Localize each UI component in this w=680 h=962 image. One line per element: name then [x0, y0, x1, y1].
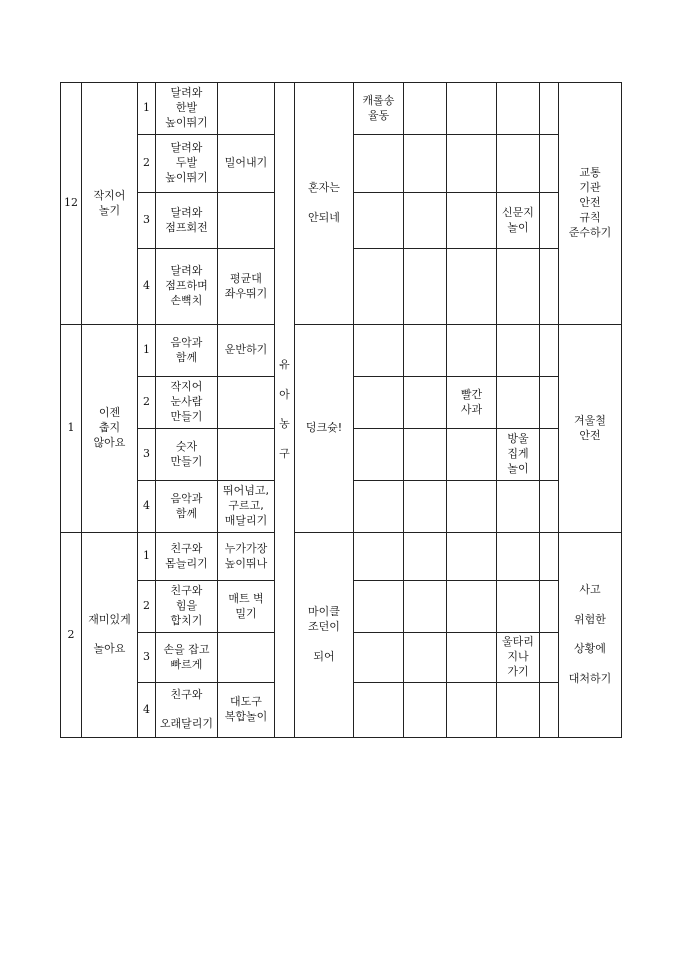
activity-cell [156, 377, 218, 429]
activity-cell [156, 249, 218, 325]
activity-col-3 [447, 83, 497, 135]
week-number: 3 [143, 213, 150, 227]
week-number: 4 [143, 702, 150, 716]
activity-text: 달려와 한발 높이뛰기 [165, 86, 208, 129]
activity-col-1 [354, 325, 404, 377]
activity-text: 숫자 만들기 [170, 439, 203, 468]
activity-col-2 [404, 581, 447, 633]
activity-col-3 [447, 429, 497, 481]
activity-col-1 [354, 683, 404, 738]
extra-activity-cell [218, 249, 275, 325]
activity-text: 음악과 함께 [170, 491, 203, 520]
month-number: 2 [67, 627, 75, 641]
extra-activity-text: 운반하기 [224, 343, 268, 357]
activity-text: 달려와 점프하며 손뼉치 [165, 264, 208, 307]
activity-col-2 [404, 325, 447, 377]
activity-text: 달려와 두발 높이뛰기 [165, 141, 208, 184]
activity-col-4 [497, 135, 540, 193]
activity-col-2 [404, 83, 447, 135]
activity-text: 친구와 오래달리기 [159, 687, 214, 731]
topic-text: 혼자는 안되네 [308, 181, 340, 224]
theme-text: 이젠 춥지 않아요 [93, 406, 126, 449]
theme-text: 작지어 놀기 [93, 188, 126, 217]
week-number: 1 [143, 343, 150, 357]
blank-narrow-cell [540, 249, 559, 325]
month-cell [61, 533, 82, 738]
extra-activity-cell [218, 83, 275, 135]
blank-narrow-cell [540, 533, 559, 581]
activity-col-4-text: 울타리 지나 가기 [502, 635, 534, 678]
activity-col-4 [497, 377, 540, 429]
activity-text: 작지어 눈사람 만들기 [170, 380, 203, 423]
activity-col-2 [404, 377, 447, 429]
blank-narrow-cell [540, 135, 559, 193]
activity-text: 친구와 힘을 합치기 [170, 584, 203, 627]
vertical-label-text: 유 아 농 구 [279, 358, 290, 461]
blank-narrow-cell [540, 377, 559, 429]
extra-activity-cell [218, 429, 275, 481]
table-row [61, 533, 622, 581]
activity-col-4 [497, 633, 540, 683]
extra-activity-cell [218, 325, 275, 377]
extra-activity-cell [218, 533, 275, 581]
activity-col-2 [404, 533, 447, 581]
week-number: 4 [143, 499, 150, 513]
week-number-cell [138, 429, 156, 481]
extra-activity-cell [218, 481, 275, 533]
month-cell [61, 325, 82, 533]
blank-narrow-cell [540, 481, 559, 533]
activity-col-2 [404, 429, 447, 481]
week-number: 1 [143, 549, 150, 563]
theme-cell [82, 325, 138, 533]
activity-col-1-text: 캐롤송 율동 [362, 93, 395, 122]
activity-col-4-text: 신문지 놀이 [502, 205, 534, 234]
week-number-cell [138, 377, 156, 429]
activity-col-4 [497, 429, 540, 481]
activity-col-3 [447, 533, 497, 581]
extra-activity-text: 매트 벽 밀기 [228, 591, 264, 620]
week-number: 3 [143, 650, 150, 664]
week-number-cell [138, 581, 156, 633]
activity-col-3 [447, 683, 497, 738]
week-number-cell [138, 683, 156, 738]
activity-col-1 [354, 135, 404, 193]
vertical-label-cell [275, 83, 295, 738]
activity-col-3-text: 빨간 사과 [460, 387, 483, 416]
activity-cell [156, 429, 218, 481]
activity-col-2 [404, 683, 447, 738]
week-number-cell [138, 633, 156, 683]
topic-cell [295, 83, 354, 325]
blank-narrow-cell [540, 633, 559, 683]
blank-narrow-cell [540, 429, 559, 481]
week-number: 1 [143, 101, 150, 115]
topic-cell [295, 533, 354, 738]
activity-col-3 [447, 135, 497, 193]
activity-cell [156, 325, 218, 377]
activity-col-1 [354, 193, 404, 249]
topic-text: 덩크슛! [305, 421, 343, 435]
week-number: 2 [143, 395, 150, 409]
table-row [61, 83, 622, 135]
safety-text: 겨울철 안전 [574, 413, 606, 442]
activity-text: 손을 잡고 빠르게 [163, 642, 210, 671]
activity-cell [156, 581, 218, 633]
topic-text: 마이클 조던이 되어 [308, 605, 340, 663]
safety-text: 교통 기관 안전 규칙 준수하기 [568, 166, 612, 239]
safety-cell [559, 533, 622, 738]
safety-cell [559, 83, 622, 325]
blank-narrow-cell [540, 581, 559, 633]
activity-cell [156, 683, 218, 738]
activity-col-4 [497, 533, 540, 581]
extra-activity-text: 뛰어넘고, 구르고, 매달리기 [222, 484, 269, 527]
week-number-cell [138, 481, 156, 533]
week-number-cell [138, 249, 156, 325]
blank-narrow-cell [540, 325, 559, 377]
extra-activity-text: 대도구 복합놀이 [224, 695, 268, 723]
activity-col-4 [497, 83, 540, 135]
activity-col-4 [497, 481, 540, 533]
activity-text: 달려와 점프회전 [165, 205, 208, 234]
blank-narrow-cell [540, 193, 559, 249]
activity-cell [156, 633, 218, 683]
activity-col-4 [497, 581, 540, 633]
activity-col-4 [497, 683, 540, 738]
theme-cell [82, 533, 138, 738]
month-number: 1 [67, 421, 75, 435]
activity-col-2 [404, 633, 447, 683]
extra-activity-cell [218, 377, 275, 429]
activity-col-3 [447, 249, 497, 325]
activity-col-4 [497, 325, 540, 377]
week-number: 3 [143, 447, 150, 461]
activity-col-2 [404, 135, 447, 193]
extra-activity-cell [218, 633, 275, 683]
activity-col-1 [354, 533, 404, 581]
activity-col-3 [447, 325, 497, 377]
month-number: 12 [64, 196, 78, 210]
activity-col-2 [404, 193, 447, 249]
activity-col-4-text: 방울 집게 놀이 [507, 432, 529, 475]
activity-col-3 [447, 633, 497, 683]
activity-cell [156, 481, 218, 533]
week-number-cell [138, 193, 156, 249]
activity-col-3 [447, 377, 497, 429]
week-number: 2 [143, 156, 150, 170]
extra-activity-cell [218, 135, 275, 193]
activity-col-4 [497, 193, 540, 249]
activity-cell [156, 135, 218, 193]
extra-activity-text: 평균대 좌우뛰기 [224, 271, 268, 300]
extra-activity-cell [218, 683, 275, 738]
activity-cell [156, 83, 218, 135]
blank-narrow-cell [540, 83, 559, 135]
activity-text: 친구와 몸늘리기 [165, 541, 208, 570]
activity-col-1 [354, 83, 404, 135]
activity-col-2 [404, 249, 447, 325]
extra-activity-cell [218, 581, 275, 633]
safety-cell [559, 325, 622, 533]
week-number-cell [138, 135, 156, 193]
activity-cell [156, 193, 218, 249]
activity-col-2 [404, 481, 447, 533]
table-row [61, 325, 622, 377]
activity-col-4 [497, 249, 540, 325]
extra-activity-text: 밀어내기 [224, 156, 268, 170]
activity-col-3 [447, 581, 497, 633]
activity-col-1 [354, 249, 404, 325]
extra-activity-text: 누가가장 높이뛰나 [224, 541, 268, 570]
week-number-cell [138, 533, 156, 581]
activity-col-3 [447, 481, 497, 533]
theme-text: 재미있게 놀아요 [88, 612, 131, 656]
week-number-cell [138, 325, 156, 377]
activity-text: 음악과 함께 [170, 335, 203, 364]
activity-col-1 [354, 633, 404, 683]
week-number: 4 [143, 279, 150, 293]
extra-activity-cell [218, 193, 275, 249]
activity-col-1 [354, 481, 404, 533]
week-number-cell [138, 83, 156, 135]
activity-cell [156, 533, 218, 581]
month-cell [61, 83, 82, 325]
curriculum-table [60, 82, 622, 738]
activity-col-1 [354, 429, 404, 481]
blank-narrow-cell [540, 683, 559, 738]
theme-cell [82, 83, 138, 325]
safety-text: 사고 위험한 상황에 대처하기 [568, 583, 612, 686]
week-number: 2 [143, 599, 150, 613]
topic-cell [295, 325, 354, 533]
activity-col-1 [354, 581, 404, 633]
activity-col-1 [354, 377, 404, 429]
activity-col-3 [447, 193, 497, 249]
